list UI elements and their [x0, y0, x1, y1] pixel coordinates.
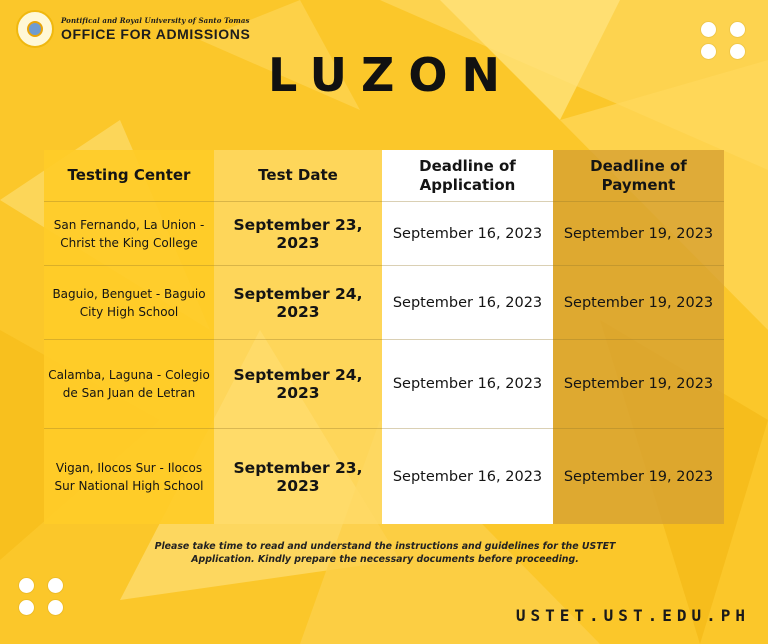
header-testing-center: Testing Center [44, 150, 214, 202]
table-row-application-deadline: September 16, 2023 [382, 202, 553, 266]
table-row-application-deadline: September 16, 2023 [382, 340, 553, 429]
decorative-dots-bottom-left [19, 578, 63, 615]
table-row-center: Baguio, Benguet - Baguio City High School [44, 266, 214, 340]
schedule-table [44, 150, 724, 524]
office-name: OFFICE FOR ADMISSIONS [61, 26, 251, 42]
header-application-deadline: Deadline of Application [382, 150, 553, 202]
university-name: Pontifical and Royal University of Santo Tomas [61, 16, 250, 25]
table-row-application-deadline: September 16, 2023 [382, 429, 553, 524]
table-row-center: Calamba, Laguna - Colegio de San Juan de Letran [44, 340, 214, 429]
table-row-payment-deadline: September 19, 2023 [553, 429, 724, 524]
page-title: LUZON [268, 48, 514, 102]
dot-icon [701, 22, 716, 37]
website-link[interactable]: USTET.UST.EDU.PH [515, 606, 750, 625]
table-row-center: San Fernando, La Union - Christ the King College [44, 202, 214, 266]
university-seal-logo [16, 10, 54, 48]
dot-icon [48, 578, 63, 593]
table-row-test-date: September 24, 2023 [214, 266, 382, 340]
office-branding [16, 10, 250, 48]
instructions-note: Please take time to read and understand the instructions and guidelines for the USTET Application. Kindly prepare the necessary documents before proceeding. [154, 541, 616, 565]
dot-icon [19, 578, 34, 593]
table-row-center: Vigan, Ilocos Sur - Ilocos Sur National High School [44, 429, 214, 524]
table-row-application-deadline: September 16, 2023 [382, 266, 553, 340]
dot-icon [48, 600, 63, 615]
header-test-date: Test Date [214, 150, 382, 202]
dot-icon [730, 22, 745, 37]
table-row-payment-deadline: September 19, 2023 [553, 202, 724, 266]
table-row-test-date: September 23, 2023 [214, 202, 382, 266]
dot-icon [19, 600, 34, 615]
table-row-payment-deadline: September 19, 2023 [553, 340, 724, 429]
table-row-payment-deadline: September 19, 2023 [553, 266, 724, 340]
header-payment-deadline: Deadline of Payment [553, 150, 724, 202]
table-row-test-date: September 24, 2023 [214, 340, 382, 429]
table-row-test-date: September 23, 2023 [214, 429, 382, 524]
